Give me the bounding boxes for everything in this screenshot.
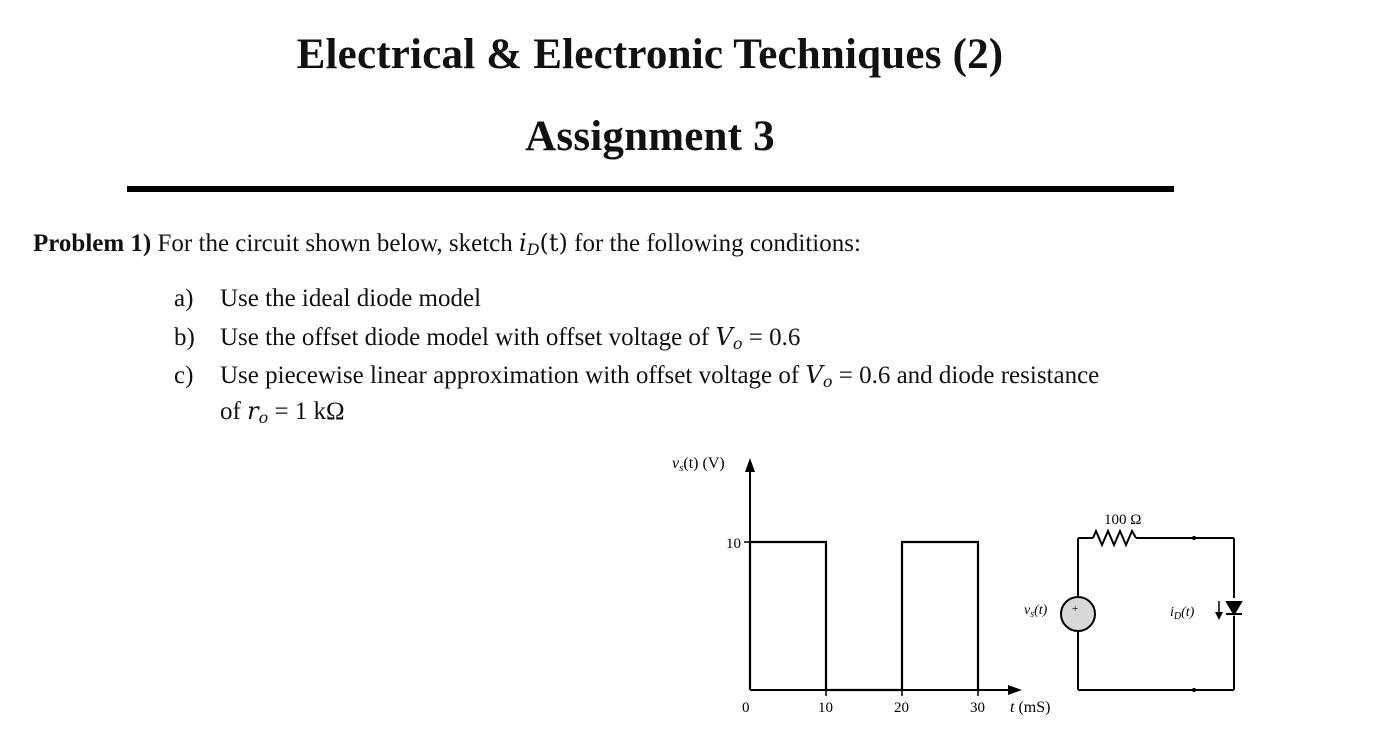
- list-item-c-continued: of $r_o = 1$ kΩ: [220, 397, 345, 427]
- diode-current-symbol: $i_D(t)$: [519, 229, 568, 259]
- x-axis-label: t (mS): [1010, 699, 1051, 716]
- waveform-line: [750, 542, 978, 690]
- x-tick-label-20: 20: [894, 700, 909, 716]
- resistor-label: 100 Ω: [1104, 512, 1142, 528]
- source-label: $v_s(t)$: [1024, 603, 1048, 620]
- current-label: $i_D(t)$: [1170, 605, 1195, 622]
- assignment-title: Assignment 3: [525, 113, 775, 160]
- x-tick-label-30: 30: [970, 700, 985, 716]
- list-item-c: c) Use piecewise linear approximation with offset voltage of $V_o = 0.6$ and diode resistance: [174, 361, 1100, 391]
- list-item-b: b) Use the offset diode model with offset voltage of $V_o = 0.6$: [174, 323, 801, 353]
- source-plus-sign: +: [1072, 603, 1079, 615]
- x-tick-label-0: 0: [742, 700, 750, 716]
- list-item-a: a) Use the ideal diode model: [174, 285, 482, 312]
- y-axis-label: vs(t) (V): [672, 455, 725, 474]
- y-axis-arrow-icon: [745, 458, 755, 472]
- problem-label: Problem 1): [33, 230, 152, 257]
- problem-text-before: For the circuit shown below, sketch: [151, 230, 520, 257]
- resistor-icon: [1093, 531, 1136, 545]
- circuit: [1061, 531, 1242, 690]
- y-tick-label: 10: [726, 536, 741, 552]
- document-title: Electrical & Electronic Techniques (2): [296, 31, 1004, 78]
- problem-text-after: for the following conditions:: [567, 230, 861, 257]
- diode-icon: [1227, 602, 1241, 614]
- x-axis-arrow-icon: [1008, 685, 1022, 695]
- x-tick-label-10: 10: [818, 700, 833, 716]
